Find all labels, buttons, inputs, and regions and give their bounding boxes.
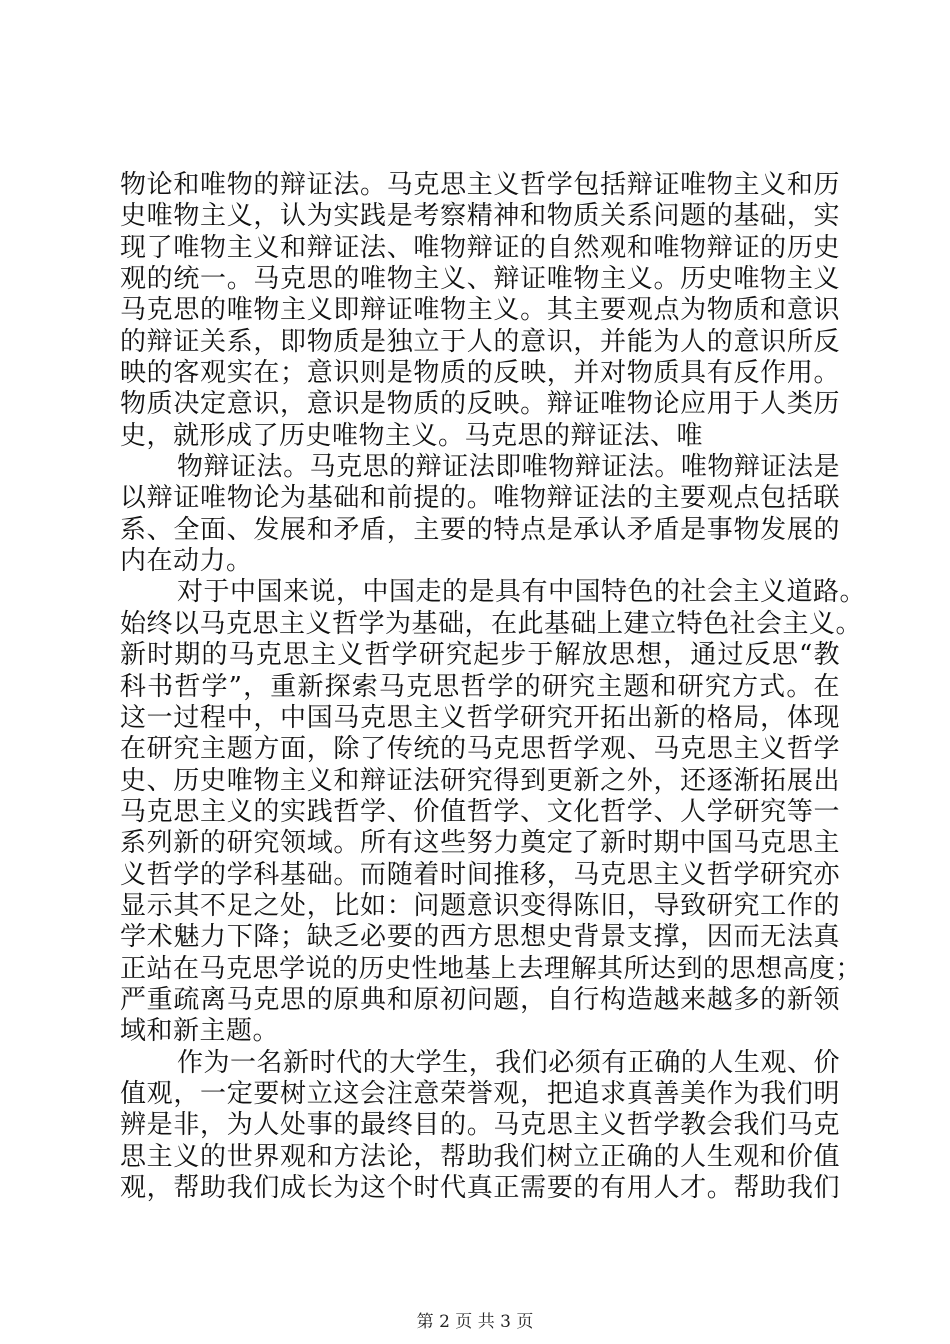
paragraph-4-line-1: 作为一名新时代的大学生，我们必须有正确的人生观、价 bbox=[177, 1047, 840, 1078]
paragraph-4-line-4: 思主义的世界观和方法论，帮助我们树立正确的人生观和价值 bbox=[120, 1141, 840, 1172]
paragraph-3-line-2: 始终以马克思主义哲学为基础，在此基础上建立特色社会主义。 bbox=[120, 608, 863, 639]
paragraph-2-line-2: 以辩证唯物论为基础和前提的。唯物辩证法的主要观点包括联 bbox=[120, 483, 840, 514]
paragraph-3-line-11: 显示其不足之处，比如：问题意识变得陈旧，导致研究工作的 bbox=[120, 890, 840, 921]
paragraph-1-line-5: 马克思的唯物主义即辩证唯物主义。其主要观点为物质和意识 bbox=[120, 295, 840, 326]
paragraph-4-line-5: 观，帮助我们成长为这个时代真正需要的有用人才。帮助我们 bbox=[120, 1173, 840, 1203]
paragraph-3-line-13: 正站在马克思学说的历史性地基上去理解其所达到的思想高度； bbox=[120, 953, 863, 984]
paragraph-2-line-3: 系、全面、发展和矛盾，主要的特点是承认矛盾是事物发展的 bbox=[120, 514, 840, 545]
paragraph-4-line-2: 值观，一定要树立这会注意荣誉观，把追求真善美作为我们明 bbox=[120, 1078, 840, 1109]
paragraph-4-line-3: 辨是非，为人处事的最终目的。马克思主义哲学教会我们马克 bbox=[120, 1110, 840, 1141]
paragraph-3-line-7: 史、历史唯物主义和辩证法研究得到更新之外，还逐渐拓展出 bbox=[120, 765, 840, 796]
paragraph-1-line-9: 史，就形成了历史唯物主义。马克思的辩证法、唯 bbox=[120, 420, 704, 451]
paragraph-3-line-10: 义哲学的学科基础。而随着时间推移，马克思主义哲学研究亦 bbox=[120, 859, 840, 890]
paragraph-1-line-3: 现了唯物主义和辩证法、唯物辩证的自然观和唯物辩证的历史 bbox=[120, 232, 840, 263]
paragraph-3-line-12: 学术魅力下降；缺乏必要的西方思想史背景支撑，因而无法真 bbox=[120, 922, 840, 953]
paragraph-3-line-5: 这一过程中，中国马克思主义哲学研究开拓出新的格局，体现 bbox=[120, 702, 840, 733]
paragraph-1-line-1: 物论和唯物的辩证法。马克思主义哲学包括辩证唯物主义和历 bbox=[120, 170, 840, 200]
paragraph-3-line-15: 域和新主题。 bbox=[120, 1016, 280, 1047]
page-number-footer: 第 2 页 共 3 页 bbox=[416, 1312, 534, 1332]
paragraph-3-line-3: 新时期的马克思主义哲学研究起步于解放思想，通过反思“教 bbox=[120, 640, 840, 671]
paragraph-1-line-6: 的辩证关系，即物质是独立于人的意识，并能为人的意识所反 bbox=[120, 326, 840, 357]
paragraph-3-line-6: 在研究主题方面，除了传统的马克思哲学观、马克思主义哲学 bbox=[120, 734, 840, 765]
paragraph-3-line-9: 系列新的研究领域。所有这些努力奠定了新时期中国马克思主 bbox=[120, 828, 840, 859]
paragraph-1-line-7: 映的客观实在；意识则是物质的反映，并对物质具有反作用。 bbox=[120, 358, 840, 389]
paragraph-3-line-14: 严重疏离马克思的原典和原初问题，自行构造越来越多的新领 bbox=[120, 984, 840, 1015]
paragraph-3-line-4: 科书哲学”，重新探索马克思哲学的研究主题和研究方式。在 bbox=[120, 671, 840, 702]
paragraph-1-line-4: 观的统一。马克思的唯物主义、辩证唯物主义。历史唯物主义 bbox=[120, 264, 840, 295]
paragraph-1-line-2: 史唯物主义，认为实践是考察精神和物质关系问题的基础，实 bbox=[120, 201, 840, 232]
paragraph-3-line-8: 马克思主义的实践哲学、价值哲学、文化哲学、人学研究等一 bbox=[120, 796, 840, 827]
paragraph-2-line-4: 内在动力。 bbox=[120, 546, 253, 577]
paragraph-3-line-1: 对于中国来说，中国走的是具有中国特色的社会主义道路。 bbox=[177, 577, 867, 608]
paragraph-2-line-1: 物辩证法。马克思的辩证法即唯物辩证法。唯物辩证法是 bbox=[177, 452, 840, 483]
body-text bbox=[120, 170, 867, 1204]
paragraph-1-line-8: 物质决定意识，意识是物质的反映。辩证唯物论应用于人类历 bbox=[120, 389, 840, 420]
